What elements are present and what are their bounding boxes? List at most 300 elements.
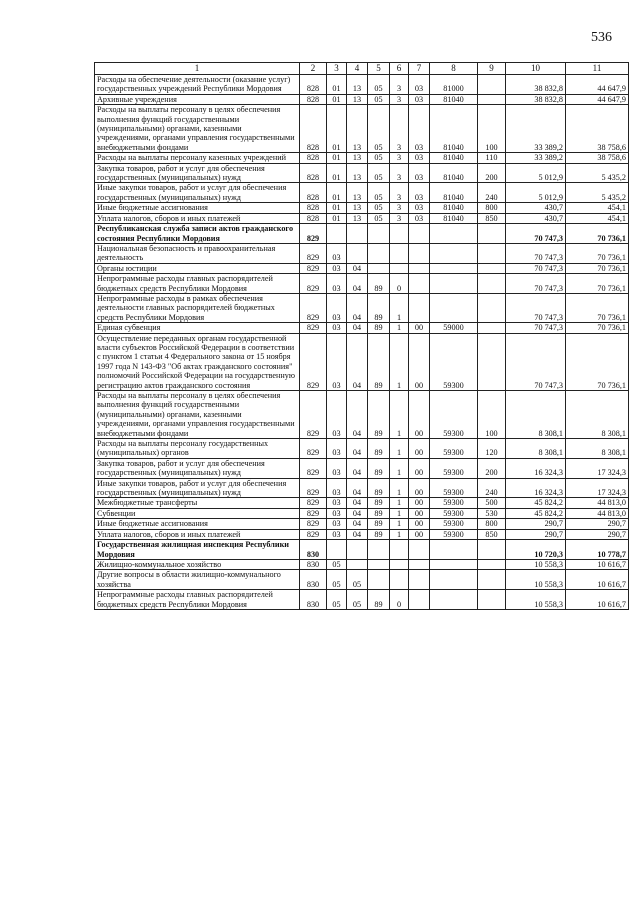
row-value-cell: 01: [327, 183, 347, 203]
row-value-cell: 01: [327, 213, 347, 223]
row-value-cell: 120: [478, 439, 506, 459]
row-value-cell: 829: [300, 519, 327, 529]
table-row: [95, 498, 629, 508]
row-name-cell: Иные закупки товаров, работ и услуг для обеспечения государственных (муниципальных) нужд: [95, 183, 300, 203]
row-value-cell: 454,1: [566, 213, 629, 223]
row-value-cell: [409, 224, 430, 244]
row-name-cell: Субвенции: [95, 508, 300, 518]
row-value-cell: 828: [300, 203, 327, 213]
row-value-cell: [368, 224, 390, 244]
row-value-cell: 38 758,6: [566, 153, 629, 163]
row-value-cell: 1: [390, 439, 409, 459]
row-value-cell: 829: [300, 391, 327, 439]
row-value-cell: [347, 559, 368, 569]
row-value-cell: 89: [368, 508, 390, 518]
row-value-cell: 829: [300, 529, 327, 539]
row-value-cell: 16 324,3: [506, 458, 566, 478]
header-cell: 8: [430, 63, 478, 75]
header-cell: 11: [566, 63, 629, 75]
row-value-cell: 81040: [430, 213, 478, 223]
row-value-cell: 8 308,1: [506, 391, 566, 439]
row-value-cell: [409, 263, 430, 273]
row-value-cell: 89: [368, 439, 390, 459]
header-cell: 1: [95, 63, 300, 75]
row-value-cell: 81040: [430, 105, 478, 153]
row-value-cell: 0: [390, 274, 409, 294]
row-value-cell: 10 558,3: [506, 559, 566, 569]
row-value-cell: [368, 263, 390, 273]
header-cell: 2: [300, 63, 327, 75]
row-value-cell: [409, 293, 430, 322]
row-value-cell: 430,7: [506, 213, 566, 223]
row-value-cell: 850: [478, 213, 506, 223]
row-value-cell: 13: [347, 153, 368, 163]
row-value-cell: [430, 243, 478, 263]
row-value-cell: 5 435,2: [566, 163, 629, 183]
row-value-cell: 13: [347, 213, 368, 223]
row-value-cell: 290,7: [506, 529, 566, 539]
row-value-cell: 05: [368, 153, 390, 163]
row-value-cell: 81040: [430, 163, 478, 183]
row-value-cell: 03: [409, 213, 430, 223]
row-value-cell: 5 012,9: [506, 163, 566, 183]
row-value-cell: 03: [327, 529, 347, 539]
row-value-cell: 3: [390, 213, 409, 223]
row-value-cell: 829: [300, 274, 327, 294]
row-value-cell: 03: [409, 105, 430, 153]
row-value-cell: 03: [327, 458, 347, 478]
row-value-cell: 04: [347, 323, 368, 333]
row-value-cell: 00: [409, 508, 430, 518]
row-value-cell: 1: [390, 498, 409, 508]
row-name-cell: Непрограммные расходы главных распорядителей бюджетных средств Республики Мордовия: [95, 274, 300, 294]
row-value-cell: 05: [368, 105, 390, 153]
row-value-cell: [409, 243, 430, 263]
row-value-cell: [478, 570, 506, 590]
row-value-cell: 89: [368, 478, 390, 498]
row-value-cell: 03: [409, 163, 430, 183]
row-value-cell: 01: [327, 153, 347, 163]
row-value-cell: 3: [390, 75, 409, 95]
row-value-cell: 10 616,7: [566, 570, 629, 590]
row-value-cell: [390, 559, 409, 569]
table-row: [95, 75, 629, 95]
header-cell: 7: [409, 63, 430, 75]
row-value-cell: 00: [409, 529, 430, 539]
row-value-cell: 89: [368, 274, 390, 294]
row-value-cell: 89: [368, 333, 390, 390]
row-value-cell: 05: [327, 559, 347, 569]
row-value-cell: 828: [300, 163, 327, 183]
row-value-cell: [430, 590, 478, 610]
row-value-cell: [478, 293, 506, 322]
table-row: [95, 570, 629, 590]
table-row: [95, 391, 629, 439]
row-value-cell: [430, 263, 478, 273]
row-value-cell: 1: [390, 333, 409, 390]
row-name-cell: Единая субвенция: [95, 323, 300, 333]
header-cell: 9: [478, 63, 506, 75]
row-value-cell: 3: [390, 94, 409, 104]
row-value-cell: [327, 540, 347, 560]
table-row: [95, 478, 629, 498]
row-value-cell: 70 736,1: [566, 333, 629, 390]
row-value-cell: 05: [368, 163, 390, 183]
row-value-cell: 16 324,3: [506, 478, 566, 498]
row-value-cell: 03: [327, 323, 347, 333]
table-row: [95, 559, 629, 569]
row-value-cell: 33 389,2: [506, 105, 566, 153]
table-row: [95, 529, 629, 539]
row-value-cell: 05: [327, 570, 347, 590]
row-value-cell: 70 747,3: [506, 243, 566, 263]
table-row: [95, 163, 629, 183]
table-row: [95, 323, 629, 333]
row-value-cell: 70 736,1: [566, 224, 629, 244]
row-value-cell: 04: [347, 508, 368, 518]
header-cell: 10: [506, 63, 566, 75]
row-value-cell: 89: [368, 529, 390, 539]
row-value-cell: 829: [300, 458, 327, 478]
row-value-cell: [478, 333, 506, 390]
row-value-cell: 44 647,9: [566, 75, 629, 95]
row-name-cell: Расходы на обеспечение деятельности (оказание услуг) государственных учреждений Республики Мордовия: [95, 75, 300, 95]
row-value-cell: 13: [347, 163, 368, 183]
row-value-cell: [368, 559, 390, 569]
row-value-cell: 45 824,2: [506, 508, 566, 518]
row-value-cell: 04: [347, 274, 368, 294]
row-value-cell: 03: [327, 478, 347, 498]
table-row: [95, 590, 629, 610]
row-value-cell: 00: [409, 333, 430, 390]
row-value-cell: 01: [327, 163, 347, 183]
row-value-cell: 00: [409, 323, 430, 333]
table-row: [95, 519, 629, 529]
row-value-cell: 03: [327, 391, 347, 439]
row-value-cell: 70 747,3: [506, 323, 566, 333]
row-value-cell: 454,1: [566, 203, 629, 213]
row-value-cell: 200: [478, 458, 506, 478]
row-value-cell: 05: [368, 213, 390, 223]
page-number: 536: [591, 30, 612, 45]
row-value-cell: 03: [327, 293, 347, 322]
table-row: [95, 203, 629, 213]
row-value-cell: [390, 540, 409, 560]
row-value-cell: [478, 274, 506, 294]
table-row: [95, 183, 629, 203]
row-value-cell: [390, 570, 409, 590]
row-value-cell: 03: [327, 519, 347, 529]
row-value-cell: 70 747,3: [506, 293, 566, 322]
row-value-cell: 05: [368, 203, 390, 213]
row-value-cell: 10 778,7: [566, 540, 629, 560]
row-value-cell: [430, 570, 478, 590]
row-value-cell: 04: [347, 458, 368, 478]
row-value-cell: 04: [347, 519, 368, 529]
row-value-cell: [430, 293, 478, 322]
row-value-cell: 828: [300, 213, 327, 223]
row-value-cell: 44 813,0: [566, 498, 629, 508]
row-value-cell: 89: [368, 498, 390, 508]
row-value-cell: [430, 224, 478, 244]
row-value-cell: 829: [300, 263, 327, 273]
row-value-cell: 05: [327, 590, 347, 610]
header-cell: 5: [368, 63, 390, 75]
row-value-cell: 290,7: [506, 519, 566, 529]
row-value-cell: 829: [300, 323, 327, 333]
table-body: [95, 75, 629, 610]
row-name-cell: Жилищно-коммунальное хозяйство: [95, 559, 300, 569]
row-value-cell: 00: [409, 391, 430, 439]
row-value-cell: 828: [300, 94, 327, 104]
row-name-cell: Закупка товаров, работ и услуг для обеспечения государственных (муниципальных) нужд: [95, 458, 300, 478]
row-name-cell: Иные закупки товаров, работ и услуг для обеспечения государственных (муниципальных) нужд: [95, 478, 300, 498]
row-value-cell: 800: [478, 519, 506, 529]
row-value-cell: 3: [390, 203, 409, 213]
row-name-cell: Расходы на выплаты персоналу государственных (муниципальных) органов: [95, 439, 300, 459]
row-value-cell: [430, 540, 478, 560]
row-value-cell: 13: [347, 183, 368, 203]
row-value-cell: 38 758,6: [566, 105, 629, 153]
row-value-cell: 829: [300, 508, 327, 518]
table-row: [95, 105, 629, 153]
row-value-cell: 03: [409, 94, 430, 104]
row-value-cell: 10 558,3: [506, 590, 566, 610]
row-value-cell: 05: [347, 570, 368, 590]
row-value-cell: 59300: [430, 508, 478, 518]
row-value-cell: 10 616,7: [566, 590, 629, 610]
row-value-cell: 13: [347, 105, 368, 153]
row-value-cell: [478, 559, 506, 569]
row-value-cell: 89: [368, 519, 390, 529]
row-value-cell: 3: [390, 163, 409, 183]
table-row: [95, 213, 629, 223]
row-value-cell: 110: [478, 153, 506, 163]
row-value-cell: 03: [409, 203, 430, 213]
row-value-cell: 8 308,1: [566, 439, 629, 459]
row-value-cell: 04: [347, 478, 368, 498]
row-value-cell: 13: [347, 203, 368, 213]
row-value-cell: 1: [390, 478, 409, 498]
row-name-cell: Межбюджетные трансферты: [95, 498, 300, 508]
row-value-cell: 01: [327, 105, 347, 153]
row-value-cell: 81040: [430, 203, 478, 213]
row-value-cell: 01: [327, 203, 347, 213]
row-value-cell: 13: [347, 75, 368, 95]
row-value-cell: [347, 540, 368, 560]
row-name-cell: Уплата налогов, сборов и иных платежей: [95, 213, 300, 223]
row-value-cell: 70 747,3: [506, 333, 566, 390]
row-name-cell: Уплата налогов, сборов и иных платежей: [95, 529, 300, 539]
row-value-cell: 89: [368, 391, 390, 439]
row-value-cell: 70 747,3: [506, 274, 566, 294]
row-value-cell: 829: [300, 478, 327, 498]
table-header-row: [95, 63, 629, 75]
budget-table: [94, 62, 629, 610]
row-value-cell: 33 389,2: [506, 153, 566, 163]
row-name-cell: Закупка товаров, работ и услуг для обеспечения государственных (муниципальных) нужд: [95, 163, 300, 183]
table-row: [95, 153, 629, 163]
row-value-cell: 70 736,1: [566, 293, 629, 322]
row-value-cell: 89: [368, 590, 390, 610]
row-value-cell: 70 736,1: [566, 274, 629, 294]
row-value-cell: 00: [409, 458, 430, 478]
row-value-cell: [430, 274, 478, 294]
row-name-cell: Непрограммные расходы в рамках обеспечения деятельности главных распорядителей бюджетных средств Республики Мордовия: [95, 293, 300, 322]
row-value-cell: [368, 540, 390, 560]
row-value-cell: 59300: [430, 391, 478, 439]
row-value-cell: 830: [300, 559, 327, 569]
row-value-cell: 03: [327, 508, 347, 518]
header-cell: 6: [390, 63, 409, 75]
row-value-cell: 70 736,1: [566, 323, 629, 333]
row-value-cell: 05: [347, 590, 368, 610]
row-value-cell: 03: [409, 75, 430, 95]
row-value-cell: 3: [390, 153, 409, 163]
row-value-cell: 59300: [430, 529, 478, 539]
row-value-cell: [430, 559, 478, 569]
row-value-cell: 100: [478, 105, 506, 153]
row-value-cell: 1: [390, 391, 409, 439]
row-value-cell: 00: [409, 519, 430, 529]
row-value-cell: 59300: [430, 333, 478, 390]
row-value-cell: 5 012,9: [506, 183, 566, 203]
row-value-cell: 3: [390, 183, 409, 203]
row-value-cell: 59300: [430, 498, 478, 508]
row-value-cell: 829: [300, 224, 327, 244]
row-name-cell: Непрограммные расходы главных распорядителей бюджетных средств Республики Мордовия: [95, 590, 300, 610]
row-name-cell: Республиканская служба записи актов гражданского состояния Республики Мордовия: [95, 224, 300, 244]
row-value-cell: 200: [478, 163, 506, 183]
row-value-cell: [478, 243, 506, 263]
row-name-cell: Расходы на выплаты персоналу в целях обеспечения выполнения функций государственными (муниципальными) органами, казенными учреждениями, органами управления государственными внебюджетными фондами: [95, 105, 300, 153]
row-value-cell: [368, 243, 390, 263]
row-value-cell: 00: [409, 478, 430, 498]
row-value-cell: [409, 274, 430, 294]
row-value-cell: 1: [390, 529, 409, 539]
row-value-cell: 829: [300, 293, 327, 322]
row-value-cell: [409, 570, 430, 590]
row-name-cell: Национальная безопасность и правоохранительная деятельность: [95, 243, 300, 263]
row-value-cell: 01: [327, 94, 347, 104]
row-name-cell: Расходы на выплаты персоналу казенных учреждений: [95, 153, 300, 163]
row-name-cell: Органы юстиции: [95, 263, 300, 273]
row-value-cell: [478, 540, 506, 560]
row-value-cell: 8 308,1: [506, 439, 566, 459]
row-value-cell: 829: [300, 243, 327, 263]
row-value-cell: 89: [368, 458, 390, 478]
row-value-cell: 04: [347, 439, 368, 459]
row-value-cell: 830: [300, 540, 327, 560]
row-value-cell: 800: [478, 203, 506, 213]
table-row: [95, 274, 629, 294]
row-value-cell: 01: [327, 75, 347, 95]
header-cell: 4: [347, 63, 368, 75]
table-row: [95, 508, 629, 518]
row-value-cell: [368, 570, 390, 590]
row-value-cell: 290,7: [566, 519, 629, 529]
row-value-cell: 03: [409, 183, 430, 203]
row-value-cell: 8 308,1: [566, 391, 629, 439]
row-value-cell: [347, 224, 368, 244]
row-value-cell: 829: [300, 333, 327, 390]
row-name-cell: Иные бюджетные ассигнования: [95, 203, 300, 213]
row-value-cell: [478, 590, 506, 610]
row-name-cell: Осуществление переданных органам государственной власти субъектов Российской Федерации в соответствии с пунктом 1 статьи 4 Федерального закона от 15 ноября 1997 года N 143-ФЗ "Об актах гражданского состояния" полномочий Российской Федерации на государственную регистрацию актов гражданского состояния: [95, 333, 300, 390]
row-value-cell: 59300: [430, 478, 478, 498]
row-value-cell: 10 616,7: [566, 559, 629, 569]
row-value-cell: [478, 224, 506, 244]
row-value-cell: 1: [390, 508, 409, 518]
row-value-cell: [478, 323, 506, 333]
row-value-cell: 59300: [430, 439, 478, 459]
row-value-cell: 44 647,9: [566, 94, 629, 104]
row-value-cell: 828: [300, 153, 327, 163]
row-value-cell: [478, 75, 506, 95]
row-value-cell: 81040: [430, 183, 478, 203]
table-row: [95, 94, 629, 104]
row-value-cell: 830: [300, 590, 327, 610]
row-value-cell: 829: [300, 439, 327, 459]
row-value-cell: 04: [347, 293, 368, 322]
row-value-cell: 1: [390, 323, 409, 333]
table-row: [95, 243, 629, 263]
row-value-cell: 03: [327, 243, 347, 263]
row-value-cell: 44 813,0: [566, 508, 629, 518]
row-value-cell: 3: [390, 105, 409, 153]
row-name-cell: Государственная жилищная инспекция Республики Мордовия: [95, 540, 300, 560]
row-value-cell: 240: [478, 183, 506, 203]
row-value-cell: 04: [347, 529, 368, 539]
row-value-cell: 81000: [430, 75, 478, 95]
row-value-cell: 00: [409, 498, 430, 508]
row-value-cell: 17 324,3: [566, 478, 629, 498]
row-name-cell: Архивные учреждения: [95, 94, 300, 104]
row-value-cell: 04: [347, 263, 368, 273]
row-value-cell: 70 736,1: [566, 263, 629, 273]
row-value-cell: 04: [347, 498, 368, 508]
row-value-cell: 1: [390, 293, 409, 322]
row-value-cell: 89: [368, 323, 390, 333]
table-row: [95, 293, 629, 322]
row-value-cell: 430,7: [506, 203, 566, 213]
row-value-cell: 03: [327, 439, 347, 459]
row-value-cell: [390, 243, 409, 263]
row-value-cell: 03: [327, 498, 347, 508]
row-name-cell: Другие вопросы в области жилищно-коммунального хозяйства: [95, 570, 300, 590]
row-value-cell: 828: [300, 183, 327, 203]
row-value-cell: [327, 224, 347, 244]
row-value-cell: [409, 590, 430, 610]
row-value-cell: [478, 263, 506, 273]
row-value-cell: 829: [300, 498, 327, 508]
row-value-cell: 70 747,3: [506, 224, 566, 244]
row-value-cell: 03: [327, 263, 347, 273]
row-value-cell: 828: [300, 75, 327, 95]
row-value-cell: 1: [390, 458, 409, 478]
row-value-cell: 10 720,3: [506, 540, 566, 560]
row-name-cell: Иные бюджетные ассигнования: [95, 519, 300, 529]
row-value-cell: 45 824,2: [506, 498, 566, 508]
row-value-cell: [478, 94, 506, 104]
row-value-cell: 03: [327, 333, 347, 390]
row-value-cell: 5 435,2: [566, 183, 629, 203]
row-value-cell: 05: [368, 183, 390, 203]
row-value-cell: 00: [409, 439, 430, 459]
table-row: [95, 540, 629, 560]
row-value-cell: 05: [368, 75, 390, 95]
row-value-cell: 03: [327, 274, 347, 294]
